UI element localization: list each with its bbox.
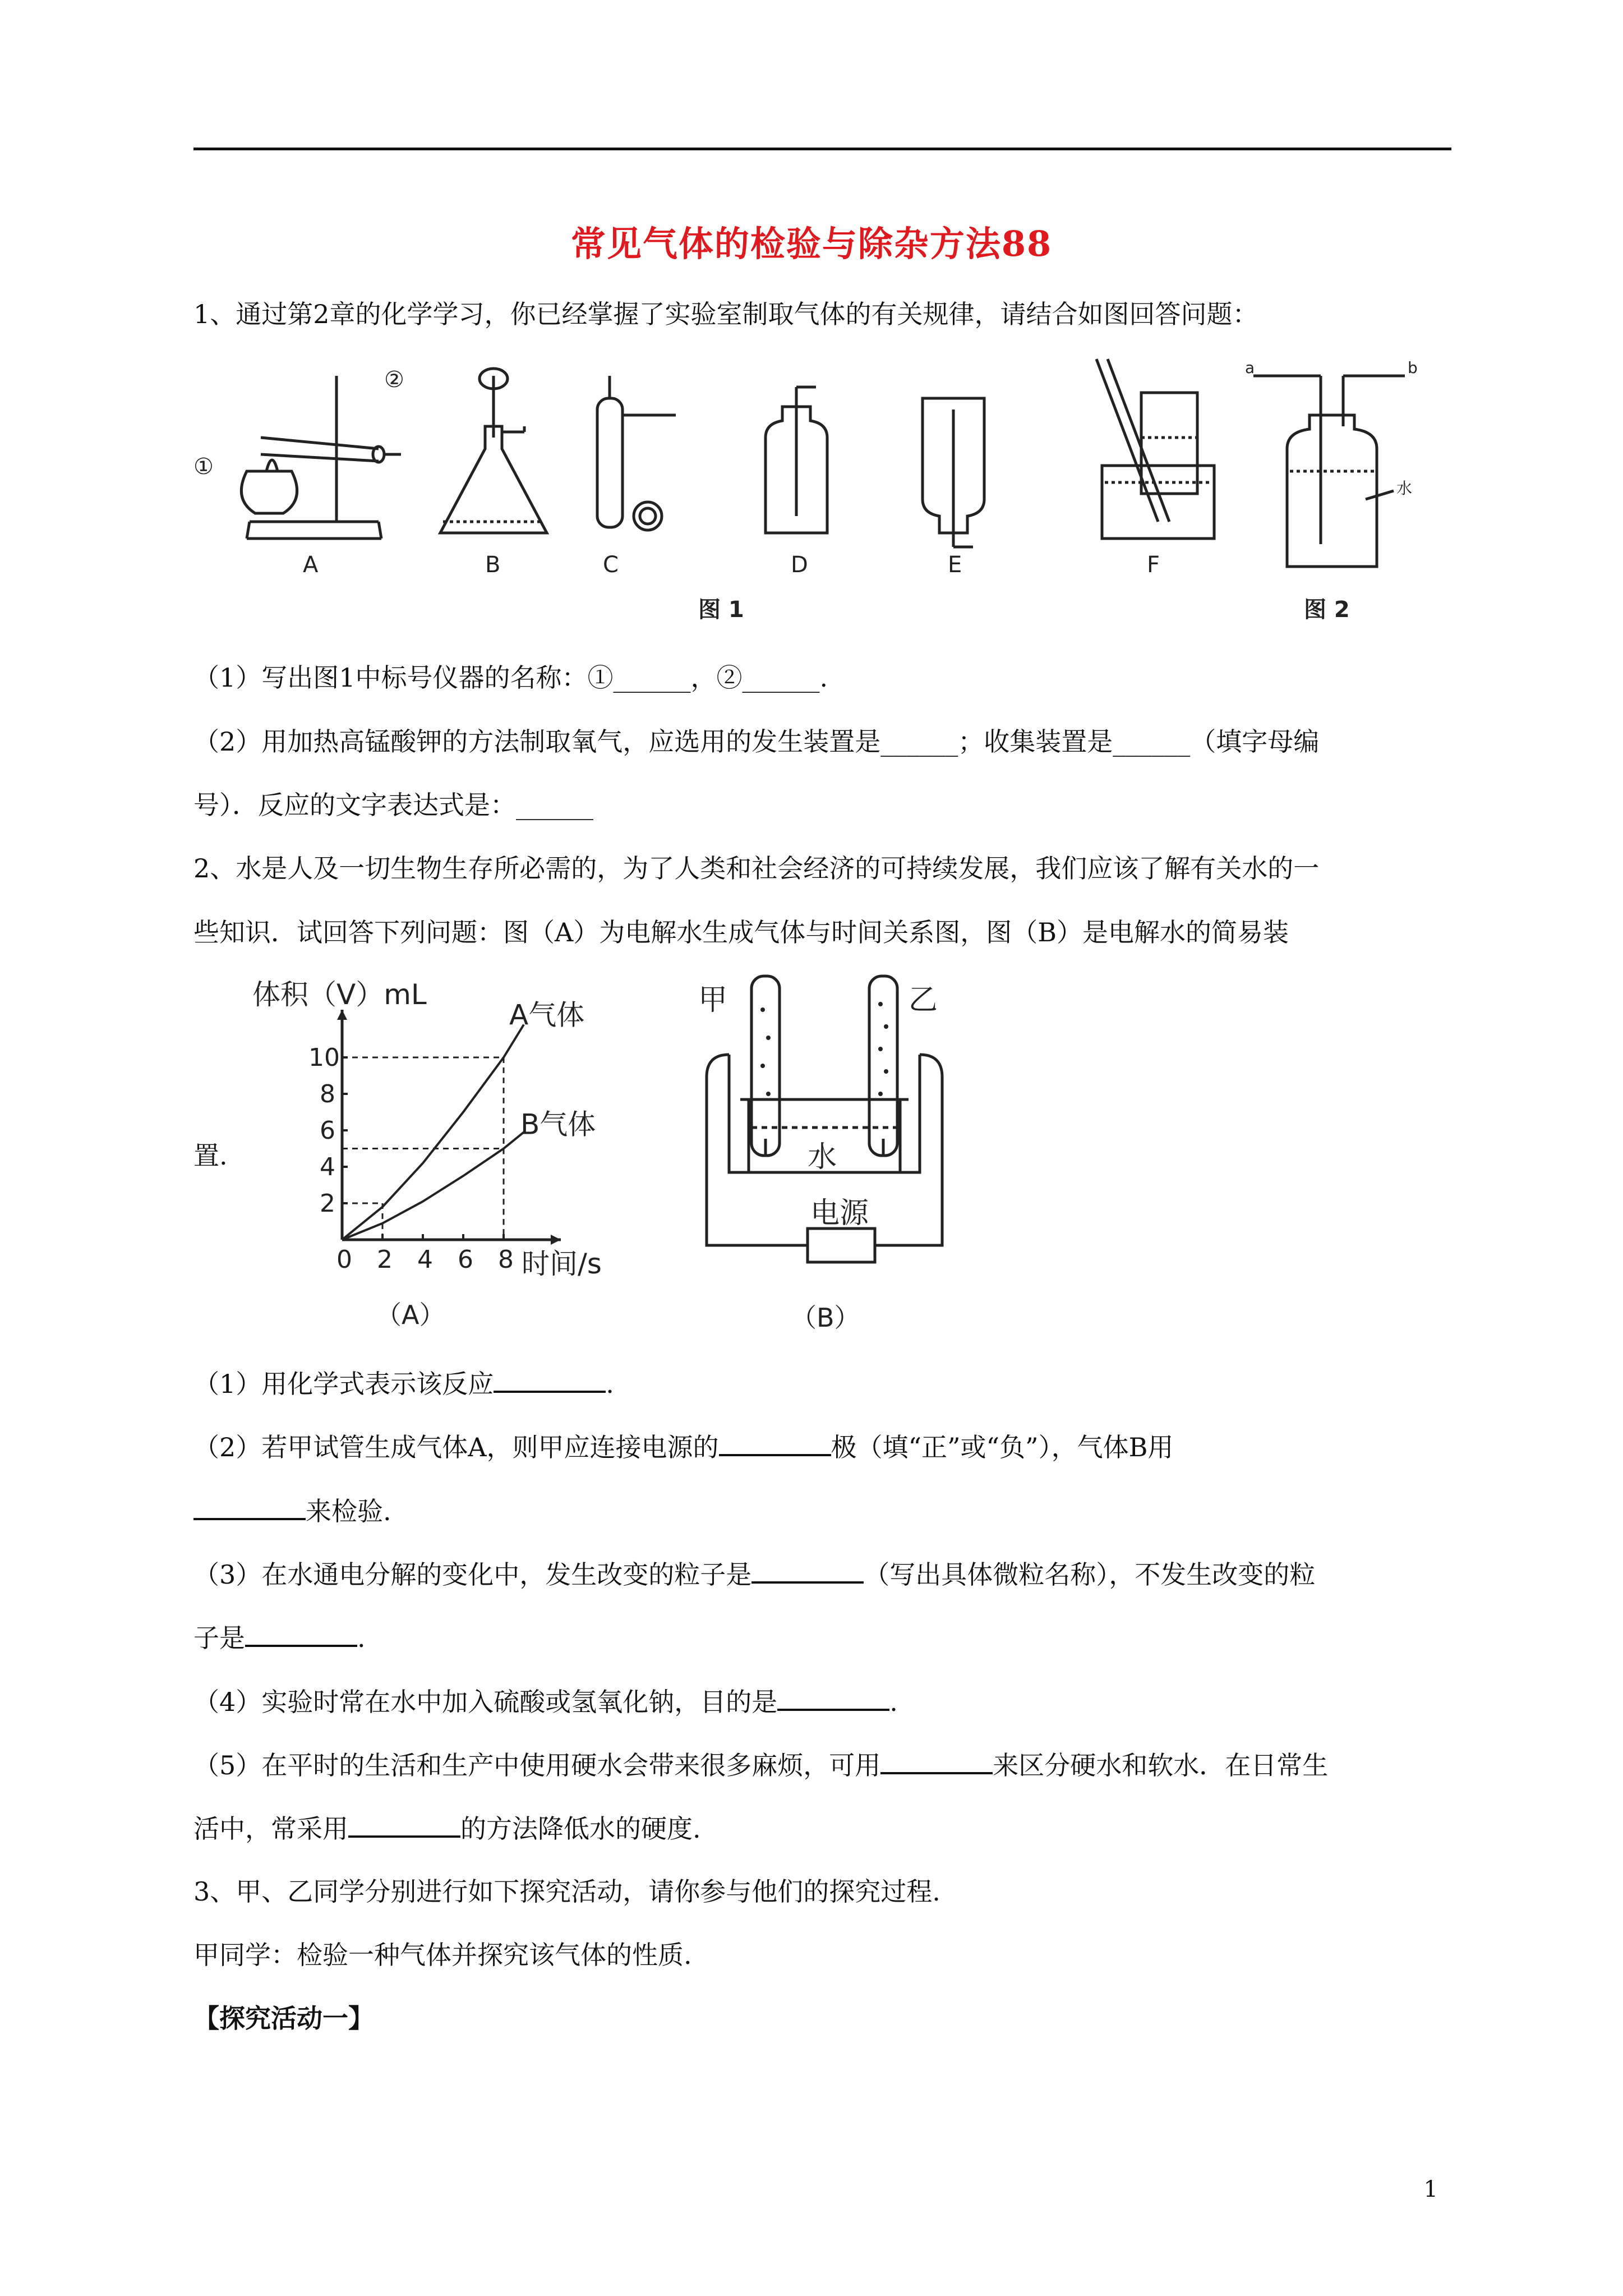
apparatus-e (923, 398, 984, 547)
apparatus-c (597, 376, 676, 530)
q2-stem-a: 2、水是人及一切生物生存所必需的，为了人类和社会经济的可持续发展，我们应该了解有关水的一 (193, 853, 1320, 884)
x-arrow (551, 1235, 561, 1245)
q1-sub1: （1）写出图1中标号仪器的名称：①______，②______. (193, 662, 828, 693)
caption-b: （B） (791, 1303, 860, 1333)
y-tick-label-4: 10 (308, 1043, 340, 1072)
label-b: B (485, 552, 501, 578)
apparatus-a (241, 376, 401, 539)
page-title: 常见气体的检验与除杂方法88 (570, 223, 1053, 264)
x-tick-label-2: 4 (417, 1245, 433, 1274)
label-c: C (603, 552, 619, 578)
x-tick-label-3: 6 (458, 1245, 473, 1274)
apparatus-d (766, 387, 827, 533)
series-label-a: A气体 (509, 999, 585, 1032)
q2-s2b: 来检验. (193, 1493, 1444, 1528)
q2-s2: （2）若甲试管生成气体A，则甲应连接电源的 极（填“正”或“负”），气体B用 (193, 1429, 1444, 1464)
label-e: E (948, 552, 962, 578)
label-yi: 乙 (909, 983, 938, 1017)
label-fig1: 图 1 (698, 597, 744, 623)
q2-s4: （4）实验时常在水中加入硫酸或氢氧化钠，目的是 . (193, 1684, 1444, 1719)
q3-line3: 【探究活动一】 (193, 2003, 374, 2033)
series-label-b: B气体 (520, 1108, 596, 1141)
q2-stem-b: 些知识．试回答下列问题：图（A）为电解水生成气体与时间关系图，图（B）是电解水的简易装 (193, 917, 1289, 947)
label-water-b: 水 (808, 1140, 837, 1174)
label-power: 电源 (810, 1197, 869, 1230)
x-axis-label: 时间/s (522, 1248, 602, 1280)
q2-s3b: 子是 . (193, 1620, 1444, 1655)
x-tick-label-4: 8 (498, 1245, 514, 1274)
q2-s5b: 活中，常采用 的方法降低水的硬度. (193, 1811, 1444, 1846)
y-tick-label-2: 6 (320, 1116, 335, 1145)
apparatus-f (1096, 359, 1214, 539)
label-fig2: 图 2 (1304, 597, 1350, 623)
label-b-port: b (1408, 358, 1418, 377)
apparatus-fig2 (1253, 376, 1405, 567)
apparatus-b (440, 369, 547, 533)
q2-s1: （1）用化学式表示该反应 . (193, 1366, 1444, 1401)
figure-1-apparatus (193, 353, 1444, 634)
label-water: 水 (1396, 479, 1413, 498)
label-f: F (1147, 552, 1160, 578)
page-number: 1 (1423, 2177, 1438, 2202)
q1-sub2b: 号）．反应的文字表达式是：______ (193, 790, 593, 820)
y-arrow (337, 1010, 347, 1020)
q3-line2: 甲同学：检验一种气体并探究该气体的性质. (193, 1940, 692, 1970)
electrolysis-apparatus (698, 976, 998, 1341)
label-jia: 甲 (698, 983, 728, 1017)
label-a: A (303, 552, 319, 578)
q2-s5: （5）在平时的生活和生产中使用硬水会带来很多麻烦，可用 来区分硬水和软水．在日常生 (193, 1747, 1444, 1782)
q2-stem-c: 置. (193, 1140, 228, 1171)
label-num1: ① (193, 454, 214, 480)
y-tick-label-0: 2 (320, 1189, 335, 1218)
label-a-port: a (1245, 358, 1255, 377)
q1-sub2a: （2）用加热高锰酸钾的方法制取氧气，应选用的发生装置是______；收集装置是______（填字母编 (193, 726, 1320, 757)
chart-volume-vs-time (241, 976, 634, 1341)
y-tick-label-1: 4 (320, 1153, 335, 1181)
q3-stem: 3、甲、乙同学分别进行如下探究活动，请你参与他们的探究过程. (193, 1876, 940, 1907)
x-tick-label-1: 2 (377, 1245, 393, 1274)
q1-stem: 1、通过第2章的化学学习，你已经掌握了实验室制取气体的有关规律，请结合如图回答问题： (193, 299, 1258, 329)
label-d: D (791, 552, 808, 578)
y-axis-label: 体积（V）mL (252, 978, 427, 1011)
label-num2: ② (384, 367, 404, 393)
x-tick-label-0: 0 (336, 1245, 352, 1274)
caption-a: （A） (376, 1300, 445, 1330)
y-tick-label-3: 8 (320, 1080, 335, 1108)
header-rule (193, 148, 1451, 150)
q2-s3: （3）在水通电分解的变化中，发生改变的粒子是 （写出具体微粒名称），不发生改变的粒 (193, 1557, 1444, 1591)
